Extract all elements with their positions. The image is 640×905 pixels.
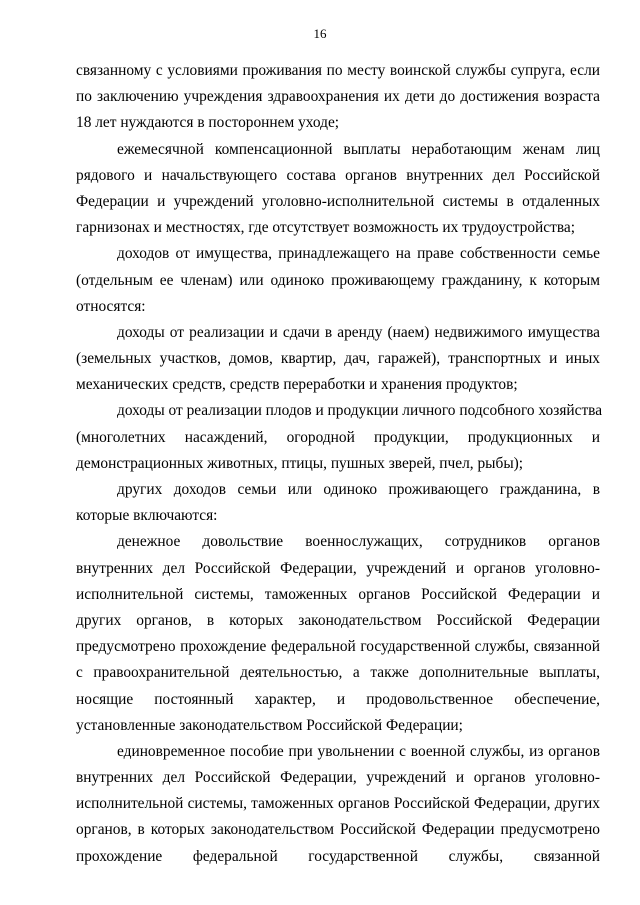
text-line: рядового и начальствующего состава органов внутренних дел Российской: [76, 166, 600, 184]
document-body: [76, 58, 603, 870]
text-line: предусмотрено прохождение федеральной государственной службы, связанной: [76, 638, 600, 656]
text-line: демонстрационных животных, птицы, пушных зверей, пчел, рыбы);: [76, 454, 524, 472]
text-line: исполнительной системы, таможенных органов Российской Федерации и: [76, 585, 600, 603]
text-line: связанному с условиями проживания по месту воинской службы супруга, если: [76, 62, 600, 79]
text-line: денежное довольствие военнослужащих, сотрудников органов: [117, 533, 600, 551]
text-line: по заключению учреждения здравоохранения их дети до достижения возраста: [76, 88, 600, 106]
text-line: исполнительной системы, таможенных органов Российской Федерации, других: [76, 795, 600, 813]
text-line: органов, в которых законодательством Российской Федерации предусмотрено: [76, 821, 600, 839]
text-line: ежемесячной компенсационной выплаты неработающим женам лиц: [117, 140, 600, 158]
text-line: доходы от реализации плодов и продукции личного подсобного хозяйства: [117, 402, 603, 420]
text-line: с правоохранительной деятельностью, а также дополнительные выплаты,: [76, 664, 600, 682]
text-line: (многолетних насаждений, огородной продукции, продукционных и: [76, 428, 600, 446]
text-line: прохождение федеральной государственной службы, связанной: [76, 847, 600, 865]
text-line: гарнизонах и местностях, где отсутствует возможность их трудоустройства;: [76, 219, 576, 237]
text-line: которые включаются:: [76, 507, 218, 525]
text-line: доходы от реализации и сдачи в аренду (наем) недвижимого имущества: [117, 323, 600, 341]
text-line: механических средств, средств переработки и хранения продуктов;: [76, 376, 518, 394]
text-line: внутренних дел Российской Федерации, учреждений и органов уголовно-: [76, 769, 600, 787]
text-line: (отдельным ее членам) или одиноко проживающему гражданину, к которым: [76, 271, 600, 289]
text-line: 18 лет нуждаются в постороннем уходе;: [76, 114, 340, 132]
text-line: носящие постоянный характер, и продовольственное обеспечение,: [76, 690, 600, 708]
text-line: (земельных участков, домов, квартир, дач, гаражей), транспортных и иных: [76, 350, 600, 368]
text-line: других доходов семьи или одиноко проживающего гражданина, в: [117, 481, 600, 498]
text-line: установленные законодательством Российской Федерации;: [76, 716, 463, 734]
text-line: внутренних дел Российской Федерации, учреждений и органов уголовно-: [76, 559, 600, 577]
text-line: относятся:: [76, 297, 146, 315]
text-line: доходов от имущества, принадлежащего на праве собственности семье: [117, 245, 600, 263]
page-number: 16: [313, 26, 327, 41]
text-line: единовременное пособие при увольнении с военной службы, из органов: [117, 742, 600, 760]
text-line: других органов, в которых законодательством Российской Федерации: [76, 611, 600, 629]
text-line: Федерации и учреждений уголовно-исполнительной системы в отдаленных: [76, 192, 600, 210]
